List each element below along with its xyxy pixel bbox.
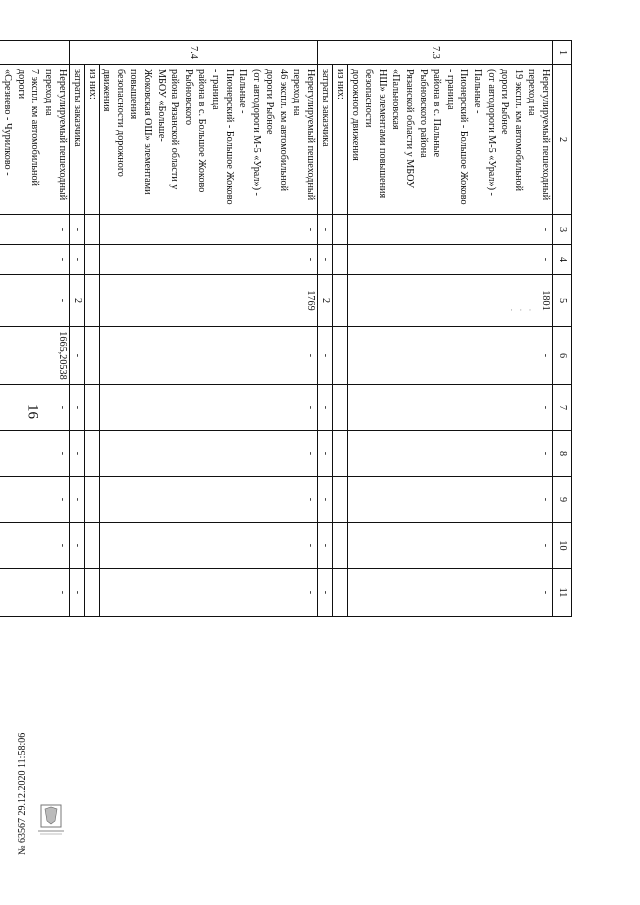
cell-col7: - bbox=[0, 385, 69, 431]
cell-col8: - bbox=[0, 431, 69, 477]
header-cell: 3 bbox=[553, 215, 572, 245]
cell-col10: - bbox=[348, 523, 553, 569]
table-row-7-4 bbox=[99, 41, 318, 617]
cell-col5: 2 bbox=[69, 275, 84, 327]
cell-col11: - bbox=[348, 569, 553, 617]
cell-col3: - bbox=[318, 215, 333, 245]
cell-col6: - bbox=[318, 327, 333, 385]
row-number bbox=[0, 41, 69, 65]
coat-of-arms-logo bbox=[38, 795, 64, 837]
cell-col5: 2 bbox=[318, 275, 333, 327]
cell-col3: - bbox=[348, 215, 553, 245]
row-number: 7.4 bbox=[69, 41, 318, 65]
registration-stamp: № 63567 29.12.2020 11:58:06 bbox=[17, 732, 28, 855]
row-description: Нерегулируемый пешеходный переход на 46 экспл. км автомобильной дороги Рыбное (от автодороги М-5 «Урал») - Пальные - Пионерский - Большое Жоково - граница района в с. Большое Жоково Рыбновского района Рязанской области у МБОУ «Больше- Жоковская ОШ» элементами повышения безопасности дорожного движения bbox=[99, 65, 318, 215]
cell-col10: - bbox=[318, 523, 333, 569]
cell-col9: - bbox=[69, 477, 84, 523]
table-row-customer bbox=[318, 41, 333, 617]
header-cell: 7 bbox=[553, 385, 572, 431]
header-cell: 2 bbox=[553, 65, 572, 215]
cell-col8: - bbox=[318, 431, 333, 477]
cell-col4: - bbox=[348, 245, 553, 275]
table-row-customer bbox=[69, 41, 84, 617]
table-header-row bbox=[553, 41, 572, 617]
cell-col10: - bbox=[99, 523, 318, 569]
cell-col7: - bbox=[99, 385, 318, 431]
customer-costs-label: затраты заказчика bbox=[318, 65, 333, 215]
header-cell: 8 bbox=[553, 431, 572, 477]
cell-col4: - bbox=[318, 245, 333, 275]
cell-col9: - bbox=[318, 477, 333, 523]
row-description: Нерегулируемый пешеходный переход на 19 экспл. км автомобильной дороги Рыбное (от автодороги М-5 «Урал») - Пальные - Пионерский - Большое Жоково - граница района в с. Пальные Рыбновского района Рязанской области у МБОУ «Пальновская НШ» элементами повышения безопасности дорожного движения bbox=[348, 65, 553, 215]
from-them-label: из них: bbox=[333, 65, 348, 215]
cell-col8: - bbox=[99, 431, 318, 477]
cell-col11: - bbox=[0, 569, 69, 617]
cell-col4: - bbox=[0, 245, 69, 275]
scan-mark: · · · bbox=[510, 305, 534, 315]
cell-col7: - bbox=[69, 385, 84, 431]
cell-col6: - bbox=[348, 327, 553, 385]
cell-col5: - bbox=[0, 275, 69, 327]
cell-col11: - bbox=[318, 569, 333, 617]
cell-col9: - bbox=[0, 477, 69, 523]
header-cell: 10 bbox=[553, 523, 572, 569]
page-number: 16 bbox=[24, 404, 41, 419]
cell-col8: - bbox=[348, 431, 553, 477]
row-number: 7.3 bbox=[318, 41, 553, 65]
cell-col3: - bbox=[69, 215, 84, 245]
header-cell: 9 bbox=[553, 477, 572, 523]
cell-col7: - bbox=[318, 385, 333, 431]
cell-col6: - bbox=[69, 327, 84, 385]
header-cell: 5 bbox=[553, 275, 572, 327]
cell-col9: - bbox=[99, 477, 318, 523]
cell-col4: - bbox=[99, 245, 318, 275]
document-table bbox=[2, 40, 572, 616]
cell-col10: - bbox=[0, 523, 69, 569]
row-description: Нерегулируемый пешеходный переход на 7 экспл. км автомобильной дороги «Срезнево - Чурилково - bbox=[0, 65, 69, 215]
header-cell: 1 bbox=[553, 41, 572, 65]
table-row-7-3 bbox=[348, 41, 553, 617]
cell-col11: - bbox=[69, 569, 84, 617]
header-cell: 6 bbox=[553, 327, 572, 385]
cell-col4: - bbox=[69, 245, 84, 275]
cell-col10: - bbox=[69, 523, 84, 569]
from-them-label: из них: bbox=[84, 65, 99, 215]
header-cell: 11 bbox=[553, 569, 572, 617]
cell-col6: - bbox=[99, 327, 318, 385]
cell-col11: - bbox=[99, 569, 318, 617]
cell-col7: - bbox=[348, 385, 553, 431]
table-row-7-5 bbox=[0, 41, 69, 617]
header-cell: 4 bbox=[553, 245, 572, 275]
cell-col3: - bbox=[99, 215, 318, 245]
cell-col9: - bbox=[348, 477, 553, 523]
cell-col3: - bbox=[0, 215, 69, 245]
customer-costs-label: затраты заказчика bbox=[69, 65, 84, 215]
table-row-from-label bbox=[333, 41, 348, 617]
cell-col6: 1665,20538 bbox=[0, 327, 69, 385]
table-row-from-label bbox=[84, 41, 99, 617]
cell-col5: 1801 bbox=[348, 275, 553, 327]
cell-col5: 1769 bbox=[99, 275, 318, 327]
cell-col8: - bbox=[69, 431, 84, 477]
